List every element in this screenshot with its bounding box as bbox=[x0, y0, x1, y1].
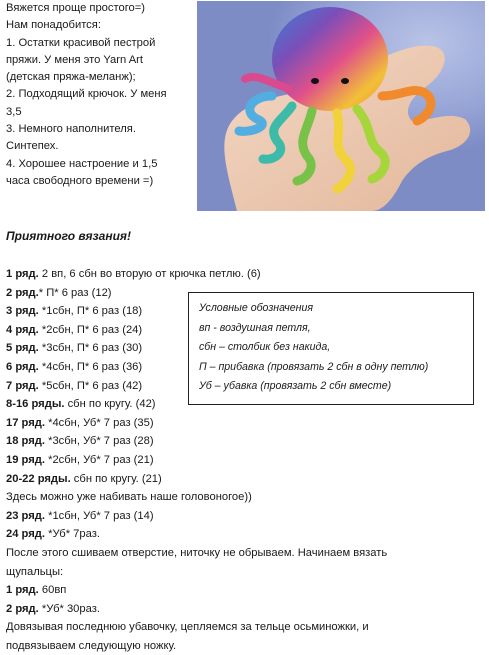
pattern-note bbox=[6, 544, 486, 563]
intro-line: Вяжется проще простого=) bbox=[6, 2, 146, 14]
row-label: 5 ряд. bbox=[6, 342, 39, 355]
materials-intro bbox=[6, 0, 192, 190]
row-text: *4сбн, Уб* 7 раз (35) bbox=[44, 416, 154, 429]
row-text: *4сбн, П* 6 раз (36) bbox=[38, 360, 143, 373]
pattern-note bbox=[6, 618, 486, 637]
row-label: 2 ряд. bbox=[6, 286, 39, 299]
row-text: * П* 6 раз (12) bbox=[38, 286, 112, 299]
row-label: 17 ряд. bbox=[6, 416, 45, 429]
pattern-row bbox=[6, 284, 486, 303]
row-text: *3сбн, П* 6 раз (30) bbox=[38, 342, 143, 355]
row-text: *2сбн, П* 6 раз (24) bbox=[38, 323, 143, 336]
intro-line: 3,5 bbox=[6, 105, 22, 118]
row-text: *3сбн, Уб* 7 раз (28) bbox=[44, 435, 154, 448]
pattern-row bbox=[6, 470, 486, 489]
pattern-rows bbox=[6, 265, 486, 655]
pattern-row bbox=[6, 600, 486, 619]
pattern-note bbox=[6, 637, 486, 655]
row-label: 2 ряд. bbox=[6, 602, 39, 615]
pattern-note bbox=[6, 563, 486, 582]
octopus-head bbox=[272, 7, 388, 111]
pattern-row bbox=[6, 265, 486, 284]
row-label: 19 ряд. bbox=[6, 453, 45, 466]
row-label: 4 ряд. bbox=[6, 323, 39, 336]
pattern-note bbox=[6, 488, 486, 507]
row-text: *1сбн, Уб* 7 раз (14) bbox=[44, 509, 154, 522]
pattern-row bbox=[6, 451, 486, 470]
row-text: *Уб* 30раз. bbox=[38, 602, 100, 615]
row-label: 3 ряд. bbox=[6, 305, 39, 318]
greeting-heading: Приятного вязания! bbox=[6, 229, 131, 243]
row-text: *Уб* 7раз. bbox=[44, 528, 100, 541]
intro-line: Синтепех. bbox=[6, 140, 59, 153]
row-label: 18 ряд. bbox=[6, 435, 45, 448]
row-text: *5сбн, П* 6 раз (42) bbox=[38, 379, 143, 392]
pattern-row bbox=[6, 377, 486, 396]
row-text: Здесь можно уже набивать наше головоногое)) bbox=[6, 491, 252, 504]
intro-line: 3. Немного наполнителя. bbox=[6, 123, 136, 136]
row-text: 60вп bbox=[38, 584, 67, 597]
intro-line: пряжи. У меня это Yarn Art bbox=[6, 53, 144, 66]
octopus-photo bbox=[197, 1, 485, 211]
row-label: 23 ряд. bbox=[6, 509, 45, 522]
pattern-row bbox=[6, 358, 486, 377]
row-text: *2сбн, Уб* 7 раз (21) bbox=[44, 453, 154, 466]
legend-item: сбн – столбик без накида, bbox=[199, 341, 331, 354]
row-label: 7 ряд. bbox=[6, 379, 39, 392]
legend-item: вп - воздушная петля, bbox=[199, 321, 311, 334]
row-label: 24 ряд. bbox=[6, 528, 45, 541]
row-label: 1 ряд. bbox=[6, 268, 39, 280]
intro-line: часа свободного времени =) bbox=[6, 174, 154, 187]
pattern-row bbox=[6, 321, 486, 340]
octopus-illustration bbox=[197, 1, 485, 211]
row-text: 2 вп, 6 сбн во вторую от крючка петлю. (6) bbox=[38, 268, 261, 280]
legend-title: Условные обозначения bbox=[199, 302, 314, 314]
row-text: сбн по кругу. (42) bbox=[64, 398, 156, 411]
pattern-row bbox=[6, 302, 486, 321]
row-text: После этого сшиваем отверстие, ниточку не обрываем. Начинаем вязать bbox=[6, 546, 388, 559]
intro-line: 1. Остатки красивой пестрой bbox=[6, 36, 156, 49]
row-text: щупальцы: bbox=[6, 565, 64, 578]
row-label: 8-16 ряды. bbox=[6, 398, 65, 411]
pattern-row bbox=[6, 414, 486, 433]
pattern-row bbox=[6, 525, 486, 544]
row-text: *1сбн, П* 6 раз (18) bbox=[38, 305, 143, 318]
legend-item: Уб – убавка (провязать 2 сбн вместе) bbox=[199, 380, 392, 393]
row-label: 6 ряд. bbox=[6, 360, 39, 373]
row-text: сбн по кругу. (21) bbox=[70, 472, 162, 485]
intro-line: 4. Хорошее настроение и 1,5 bbox=[6, 157, 158, 170]
pattern-row bbox=[6, 339, 486, 358]
legend-item: П – прибавка (провязать 2 сбн в одну петлю) bbox=[199, 360, 429, 373]
row-label: 20-22 ряды. bbox=[6, 472, 71, 485]
pattern-row bbox=[6, 432, 486, 451]
intro-line: Нам понадобится: bbox=[6, 19, 101, 32]
pattern-row bbox=[6, 395, 486, 414]
intro-line: 2. Подходящий крючок. У меня bbox=[6, 88, 167, 101]
pattern-row bbox=[6, 507, 486, 526]
row-text: Довязывая последнюю убавочку, цепляемся за тельце осьминожки, и bbox=[6, 621, 369, 634]
row-label: 1 ряд. bbox=[6, 584, 39, 597]
row-text: подвязываем следующую ножку. bbox=[6, 639, 177, 652]
pattern-row bbox=[6, 581, 486, 600]
intro-line: (детская пряжа-меланж); bbox=[6, 71, 136, 84]
